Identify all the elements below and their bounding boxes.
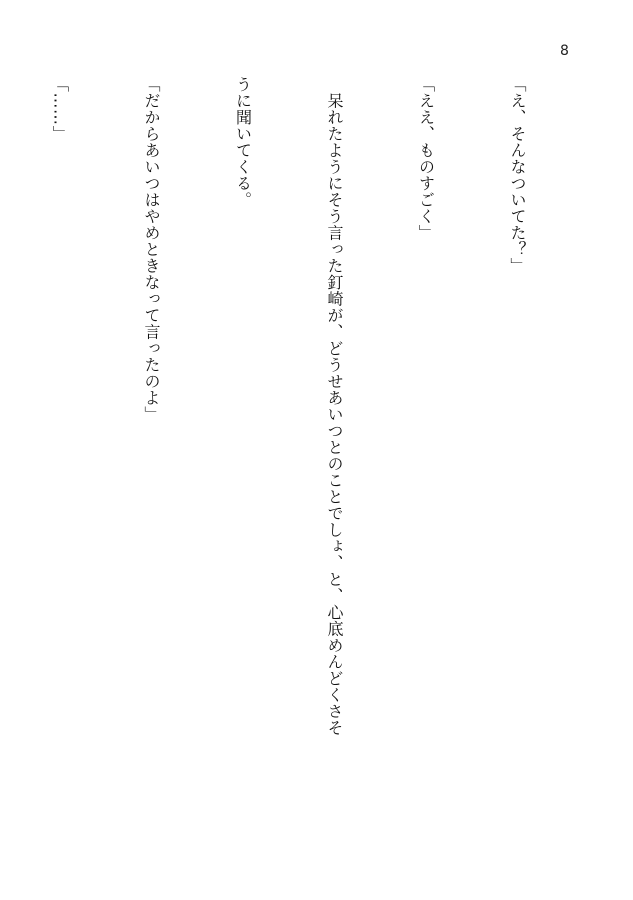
- text-line: うに聞いてくる。: [233, 76, 253, 208]
- text-line: 「……」: [50, 76, 70, 142]
- text-line: 「だからあいつはやめときなって言ったのよ」: [142, 76, 161, 423]
- text-line: 「ええ、ものすごく」: [416, 76, 436, 241]
- text-line: 呆れたようにそう言った釘崎が、どうせあいつとのことでしょ、と、心底めんどくさそ: [325, 76, 344, 736]
- vertical-text-body: [33, 76, 593, 796]
- page-number: 8: [560, 43, 569, 59]
- text-line: 「え、そんなついてた？」: [508, 76, 527, 274]
